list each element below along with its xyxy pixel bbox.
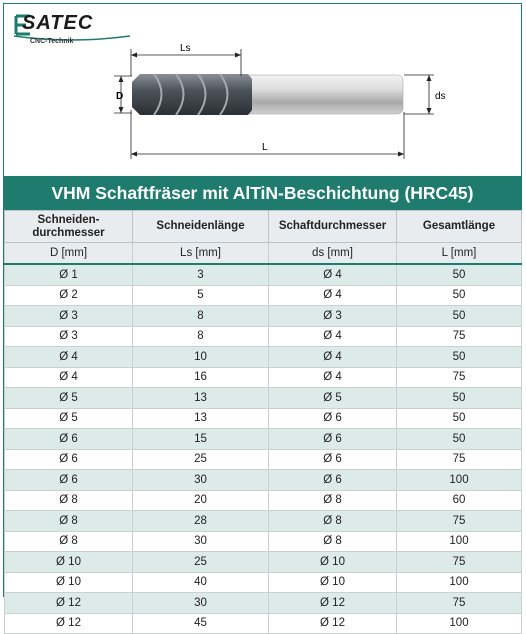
table-cell: Ø 5	[5, 408, 133, 429]
table-cell: 50	[397, 388, 522, 409]
table-cell: Ø 4	[269, 367, 397, 388]
label-l: L	[262, 142, 268, 153]
table-row	[5, 613, 522, 634]
table-cell: 30	[133, 531, 269, 552]
table-cell: 50	[397, 306, 522, 327]
table-cell: 60	[397, 490, 522, 511]
table-cell: Ø 8	[269, 490, 397, 511]
table-cell: Ø 8	[5, 490, 133, 511]
table-cell: Ø 6	[5, 470, 133, 491]
table-row	[5, 408, 522, 429]
label-d: D	[116, 91, 124, 102]
table-row	[5, 388, 522, 409]
table-cell: Ø 10	[269, 572, 397, 593]
table-cell: Ø 4	[5, 367, 133, 388]
flute-shape	[132, 74, 252, 115]
table-cell: 75	[397, 367, 522, 388]
table-cell: 8	[133, 326, 269, 347]
table-cell: 50	[397, 408, 522, 429]
table-cell: 16	[133, 367, 269, 388]
table-cell: 50	[397, 347, 522, 368]
table-cell: Ø 5	[5, 388, 133, 409]
unit-cell: D [mm]	[5, 243, 133, 265]
table-cell: Ø 4	[269, 285, 397, 306]
table-cell: 25	[133, 449, 269, 470]
table-row	[5, 593, 522, 614]
unit-cell: Ls [mm]	[133, 243, 269, 265]
table-cell: Ø 12	[269, 593, 397, 614]
table-cell: 50	[397, 429, 522, 450]
unit-row	[5, 243, 522, 265]
header-cutting-length: Schneidenlänge	[133, 211, 269, 243]
table-cell: Ø 3	[5, 306, 133, 327]
table-cell: 30	[133, 470, 269, 491]
unit-cell: L [mm]	[397, 243, 522, 265]
product-title: VHM Schaftfräser mit AlTiN-Beschichtung (HRC45)	[4, 176, 521, 210]
table-row	[5, 429, 522, 450]
table-cell: Ø 5	[269, 388, 397, 409]
table-row	[5, 490, 522, 511]
table-cell: 15	[133, 429, 269, 450]
table-cell: 100	[397, 572, 522, 593]
table-row	[5, 326, 522, 347]
table-cell: Ø 10	[5, 552, 133, 573]
table-row	[5, 367, 522, 388]
header-shank-diameter: Schaftdurchmesser	[269, 211, 397, 243]
logo-wordmark: SATEC	[22, 12, 94, 34]
table-cell: 3	[133, 264, 269, 285]
table-cell: 5	[133, 285, 269, 306]
table-row	[5, 264, 522, 285]
table-cell: Ø 4	[269, 347, 397, 368]
table-cell: 100	[397, 613, 522, 634]
table-cell: Ø 10	[5, 572, 133, 593]
table-cell: Ø 12	[5, 613, 133, 634]
table-cell: Ø 6	[5, 429, 133, 450]
table-row	[5, 306, 522, 327]
shank-shape	[240, 75, 403, 114]
table-cell: Ø 8	[5, 531, 133, 552]
table-row	[5, 449, 522, 470]
header-total-length: Gesamtlänge	[397, 211, 522, 243]
table-row	[5, 347, 522, 368]
table-cell: 13	[133, 408, 269, 429]
table-cell: Ø 4	[269, 326, 397, 347]
end-mill-drawing	[4, 4, 521, 176]
header-cutting-diameter: Schneiden- durchmesser	[5, 211, 133, 243]
label-ls: Ls	[180, 43, 191, 54]
specs-table	[4, 210, 522, 634]
table-cell: Ø 12	[269, 613, 397, 634]
table-row	[5, 470, 522, 491]
table-cell: Ø 6	[269, 408, 397, 429]
table-row	[5, 285, 522, 306]
table-cell: 8	[133, 306, 269, 327]
table-cell: 100	[397, 531, 522, 552]
table-cell: 40	[133, 572, 269, 593]
table-cell: 28	[133, 511, 269, 532]
table-cell: Ø 3	[269, 306, 397, 327]
table-row	[5, 572, 522, 593]
label-ds: ds	[435, 91, 446, 102]
table-cell: 25	[133, 552, 269, 573]
unit-cell: ds [mm]	[269, 243, 397, 265]
table-cell: Ø 6	[269, 449, 397, 470]
table-cell: 75	[397, 449, 522, 470]
table-cell: Ø 8	[269, 531, 397, 552]
table-cell: Ø 4	[269, 264, 397, 285]
product-sheet	[3, 3, 522, 630]
table-cell: Ø 8	[269, 511, 397, 532]
table-cell: Ø 10	[269, 552, 397, 573]
table-cell: 13	[133, 388, 269, 409]
hero-section	[4, 4, 521, 176]
table-cell: 50	[397, 264, 522, 285]
table-cell: Ø 4	[5, 347, 133, 368]
table-cell: 50	[397, 285, 522, 306]
table-cell: Ø 2	[5, 285, 133, 306]
table-cell: 75	[397, 511, 522, 532]
table-cell: Ø 8	[5, 511, 133, 532]
table-cell: 10	[133, 347, 269, 368]
table-cell: Ø 6	[5, 449, 133, 470]
header-row	[5, 211, 522, 243]
table-cell: 100	[397, 470, 522, 491]
table-cell: 75	[397, 552, 522, 573]
table-cell: 45	[133, 613, 269, 634]
table-cell: 75	[397, 326, 522, 347]
logo-subtitle: CNC-Technik	[30, 38, 74, 45]
table-cell: Ø 6	[269, 470, 397, 491]
table-cell: 75	[397, 593, 522, 614]
table-cell: Ø 12	[5, 593, 133, 614]
table-cell: Ø 3	[5, 326, 133, 347]
table-cell: 30	[133, 593, 269, 614]
table-cell: Ø 6	[269, 429, 397, 450]
table-row	[5, 531, 522, 552]
table-row	[5, 511, 522, 532]
table-row	[5, 552, 522, 573]
table-cell: 20	[133, 490, 269, 511]
table-cell: Ø 1	[5, 264, 133, 285]
